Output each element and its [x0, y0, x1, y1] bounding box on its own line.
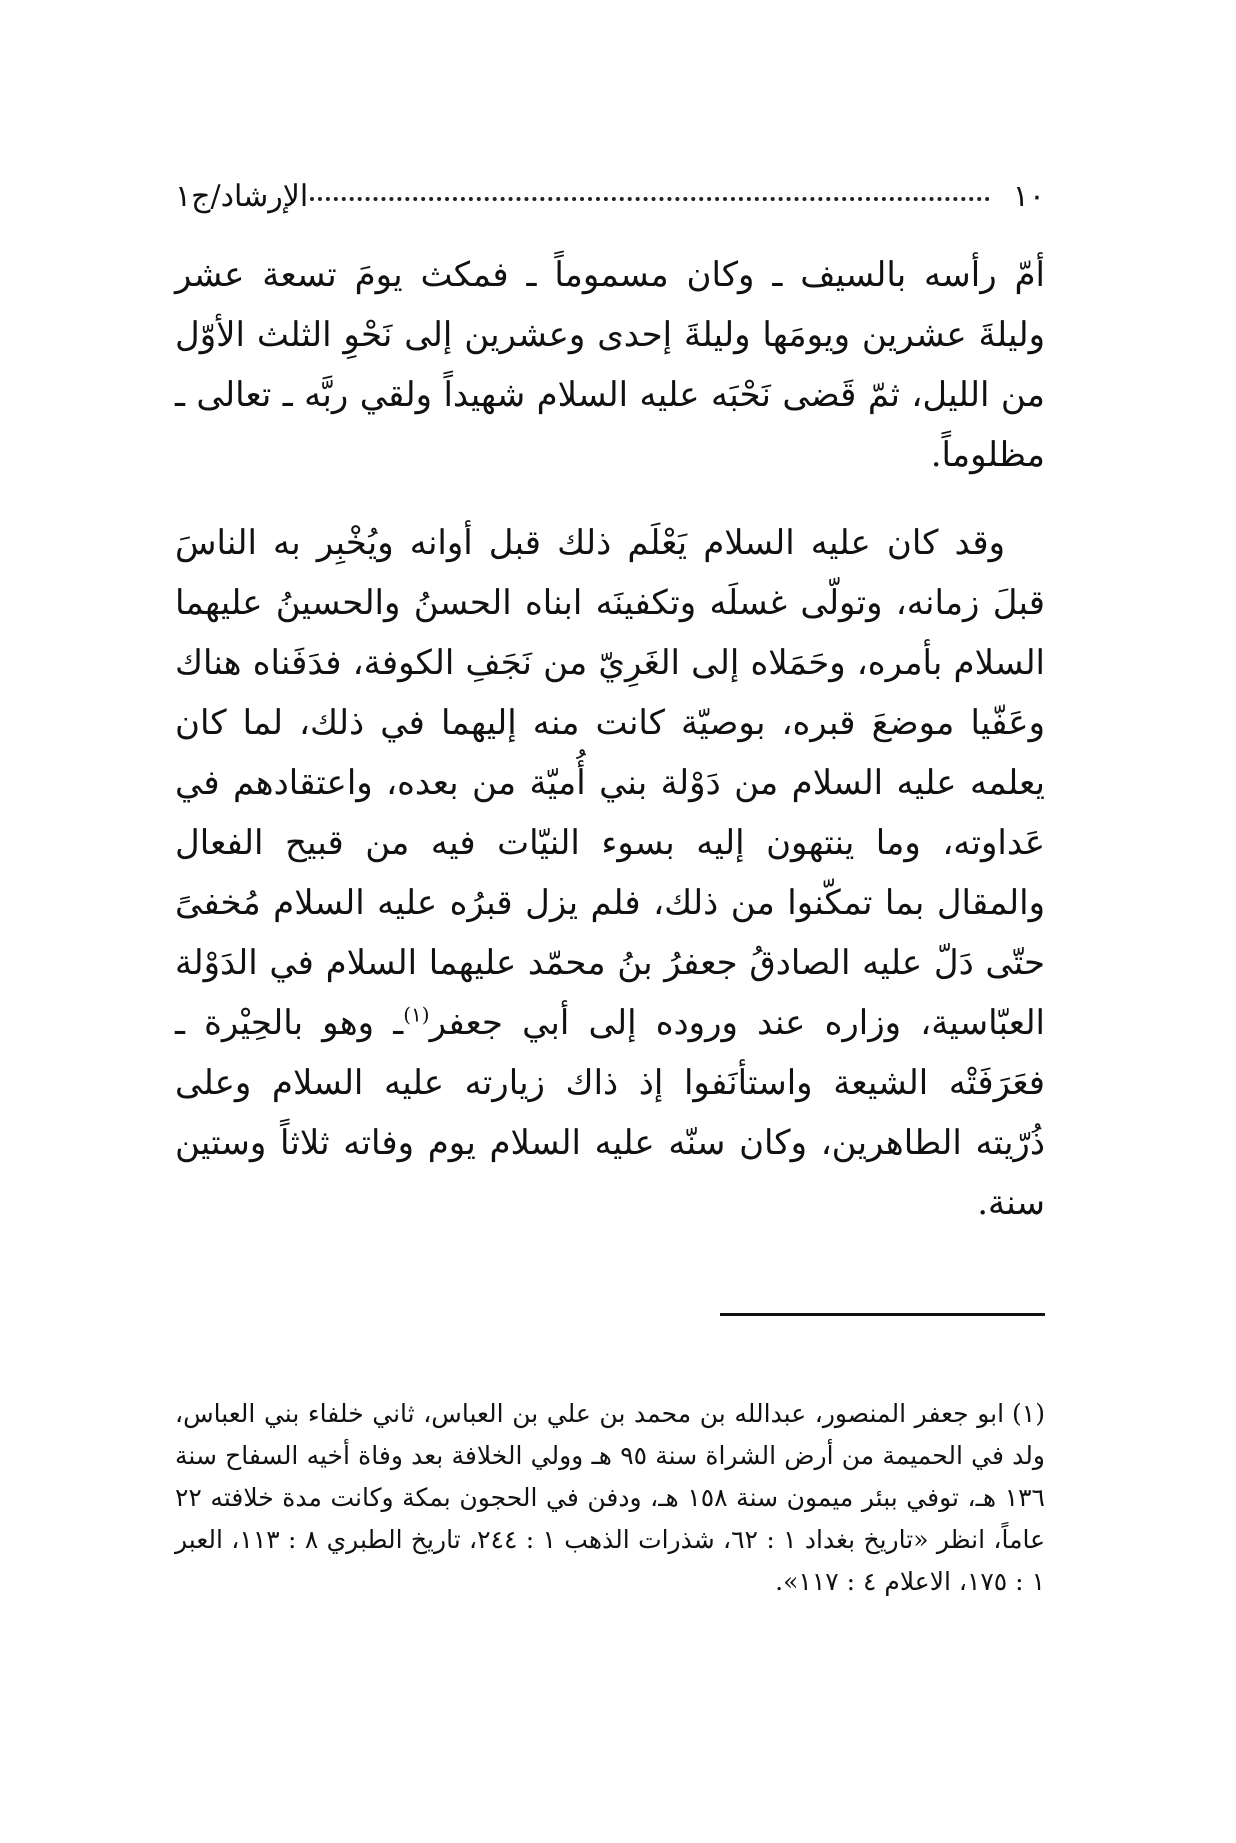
- running-title: الإرشاد/ج١: [175, 179, 309, 214]
- paragraph-2: [175, 513, 1045, 1233]
- paragraph-2-tail: ـ وهو بالحِيْرة ـ فعَرَفَتْه الشيعة واستأنَفوا إذ ذاك زيارته عليه السلام وعلى ذُرّيته الطاهرين، وكان سنّه عليه السلام يوم وفاته ثلاثاً وستين سنة.: [175, 1003, 1045, 1223]
- page-header: [175, 175, 1045, 219]
- footnote-separator: [720, 1313, 1045, 1316]
- main-text: [175, 245, 1045, 1233]
- paragraph-1: أمّ رأسه بالسيف ـ وكان مسموماً ـ فمكث يومَ تسعة عشر وليلةَ عشرين ويومَها وليلةَ إحدى وعشرين إلى نَحْوِ الثلث الأوّل من الليل، ثمّ قَضى نَحْبَه عليه السلام شهيداً ولقي ربَّه ـ تعالى ـ مظلوماً.: [175, 255, 1045, 475]
- dot-leader: [310, 187, 990, 201]
- footnote-1: [175, 1393, 1045, 1603]
- footnote-marker: (١): [1012, 1399, 1045, 1428]
- footnote-reference[interactable]: (١): [403, 1002, 430, 1027]
- footnote-text: ابو جعفر المنصور، عبدالله بن محمد بن علي بن العباس، ثاني خلفاء بني العباس، ولد في الحميمة من أرض الشراة سنة ٩٥ هـ وولي الخلافة بعد وفاة أخيه السفاح سنة ١٣٦ هـ، توفي ببئر ميمون سنة ١٥٨ هـ، ودفن في الحجون بمكة وكانت مدة خلافته ٢٢ عاماً، انظر «تاريخ بغداد ١ : ٦٢، شذرات الذهب ١ : ٢٤٤، تاريخ الطبري ٨ : ١١٣، العبر ١ : ١٧٥، الاعلام ٤ : ١١٧».: [175, 1399, 1045, 1596]
- page-number: ١٠: [1012, 179, 1045, 214]
- paragraph-2-text: وقد كان عليه السلام يَعْلَم ذلك قبل أوانه ويُخْبِر به الناسَ قبلَ زمانه، وتولّى غسلَه وتكفينَه ابناه الحسنُ والحسينُ عليهما السلام بأمره، وحَمَلاه إلى الغَرِيّ من نَجَفِ الكوفة، فدَفَناه هناك وعَفّيا موضعَ قبره، بوصيّة كانت منه إليهما في ذلك، لما كان يعلمه عليه السلام من دَوْلة بني أُميّة من بعده، واعتقادهم في عَداوته، وما ينتهون إليه بسوء النيّات فيه من قبيح الفعال والمقال بما تمكّنوا من ذلك، فلم يزل قبرُه عليه السلام مُخفىً حتّى دَلّ عليه الصادقُ جعفرُ بنُ محمّد عليهما السلام في الدَوْلة العبّاسية، وزاره عند وروده إلى أبي جعفر: [175, 523, 1045, 1043]
- footnotes-section: [175, 1393, 1045, 1603]
